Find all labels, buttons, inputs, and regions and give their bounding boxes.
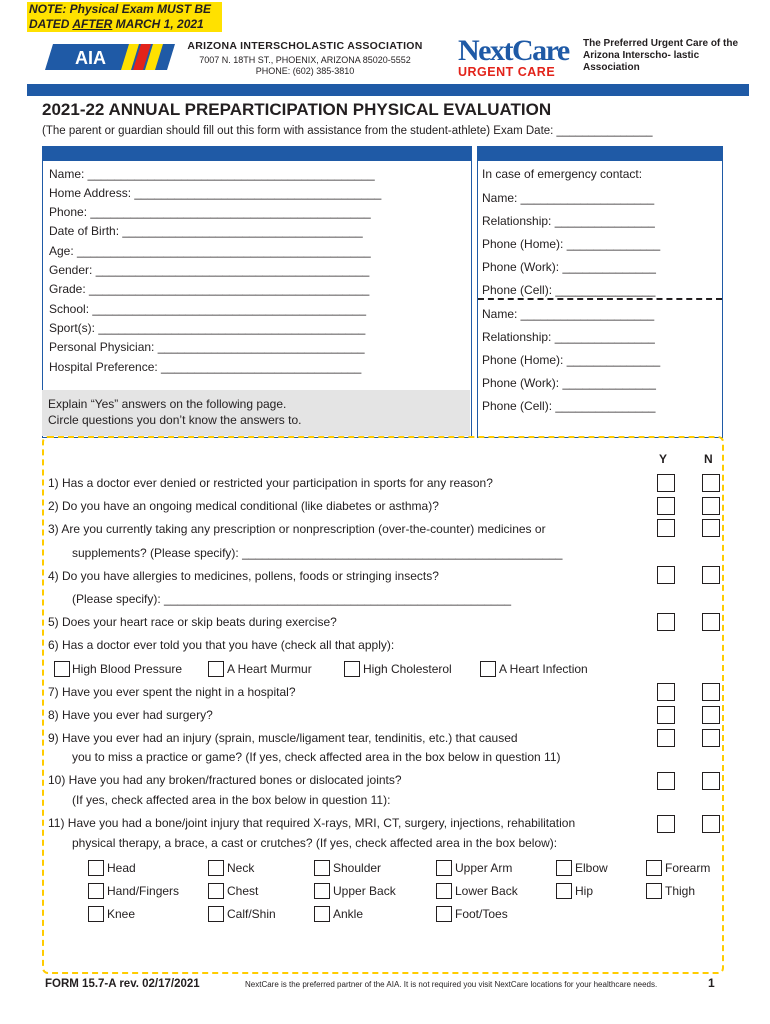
- school-field[interactable]: School: _________________________________________: [49, 302, 366, 316]
- nextcare-logo: [458, 36, 580, 82]
- q9-yes-checkbox[interactable]: [657, 729, 675, 747]
- personal-physician-field[interactable]: Personal Physician: _______________________________: [49, 340, 365, 354]
- q10-yes-checkbox[interactable]: [657, 772, 675, 790]
- association-info: [180, 40, 430, 76]
- home-address-field[interactable]: Home Address: _____________________________________: [49, 186, 382, 200]
- contact1-phone-cell-field[interactable]: Phone (Cell): _______________: [482, 283, 656, 297]
- question-8: 8) Have you ever had surgery?: [48, 708, 213, 722]
- contact2-relationship-field[interactable]: Relationship: _______________: [482, 330, 655, 344]
- question-11-continued: physical therapy, a brace, a cast or crutches? (If yes, check affected area in the box below):: [72, 836, 558, 850]
- page-number: 1: [708, 976, 715, 990]
- sponsor-tagline: The Preferred Urgent Care of the Arizona Interscho- lastic Association: [583, 38, 739, 73]
- calf-shin-checkbox[interactable]: [208, 906, 224, 922]
- contact1-name-field[interactable]: Name: ____________________: [482, 191, 655, 205]
- contact2-phone-cell-field[interactable]: Phone (Cell): _______________: [482, 399, 656, 413]
- question-5: 5) Does your heart race or skip beats during exercise?: [48, 615, 337, 629]
- contact2-phone-home-field[interactable]: Phone (Home): ______________: [482, 353, 661, 367]
- hospital-preference-field[interactable]: Hospital Preference: ______________________________: [49, 360, 362, 374]
- student-info-bar: [43, 147, 471, 161]
- contact2-name-field[interactable]: Name: ____________________: [482, 307, 655, 321]
- q4-yes-checkbox[interactable]: [657, 566, 675, 584]
- ankle-checkbox[interactable]: [314, 906, 330, 922]
- contact1-phone-home-field[interactable]: Phone (Home): ______________: [482, 237, 661, 251]
- aia-logo-text: AIA: [75, 48, 106, 68]
- heart-infection-label: A Heart Infection: [499, 662, 588, 676]
- neck-label: Neck: [227, 861, 255, 875]
- phone-field[interactable]: Phone: __________________________________________: [49, 205, 371, 219]
- grade-field[interactable]: Grade: __________________________________________: [49, 282, 370, 296]
- note-line-1: NOTE: Physical Exam MUST BE: [29, 2, 212, 16]
- upper-arm-label: Upper Arm: [455, 861, 513, 875]
- contact-divider: [478, 298, 722, 300]
- exam-date-note: [27, 2, 222, 32]
- student-name-field[interactable]: Name: ___________________________________________: [49, 167, 375, 181]
- question-10: 10) Have you had any broken/fractured bones or dislocated joints?: [48, 773, 402, 787]
- high-cholesterol-checkbox[interactable]: [344, 661, 360, 677]
- q8-yes-checkbox[interactable]: [657, 706, 675, 724]
- contact1-phone-work-field[interactable]: Phone (Work): ______________: [482, 260, 656, 274]
- foot-toes-checkbox[interactable]: [436, 906, 452, 922]
- q4-no-checkbox[interactable]: [702, 566, 720, 584]
- question-11: 11) Have you had a bone/joint injury that required X-rays, MRI, CT, surgery, injections, rehabilitation: [48, 816, 576, 830]
- thigh-checkbox[interactable]: [646, 883, 662, 899]
- q7-no-checkbox[interactable]: [702, 683, 720, 701]
- age-field[interactable]: Age: ____________________________________________: [49, 244, 371, 258]
- question-10-continued: (If yes, check affected area in the box below in question 11):: [72, 793, 391, 807]
- chest-label: Chest: [227, 884, 259, 898]
- high-cholesterol-label: High Cholesterol: [363, 662, 452, 676]
- knee-label: Knee: [107, 907, 136, 921]
- calf-shin-label: Calf/Shin: [227, 907, 276, 921]
- q8-no-checkbox[interactable]: [702, 706, 720, 724]
- thigh-label: Thigh: [665, 884, 696, 898]
- contact1-relationship-field[interactable]: Relationship: _______________: [482, 214, 655, 228]
- high-blood-pressure-label: High Blood Pressure: [72, 662, 183, 676]
- nextcare-urgent-care: URGENT CARE: [458, 65, 556, 79]
- high-blood-pressure-checkbox[interactable]: [54, 661, 70, 677]
- question-6: 6) Has a doctor ever told you that you have (check all that apply):: [48, 638, 395, 652]
- elbow-label: Elbow: [575, 861, 608, 875]
- footer-note: NextCare is the preferred partner of the AIA. It is not required you visit NextCare locations for your healthcare needs.: [245, 980, 658, 989]
- no-column-header: N: [704, 452, 713, 466]
- aia-logo: [45, 44, 175, 70]
- q5-yes-checkbox[interactable]: [657, 613, 675, 631]
- explain-line-1: Explain “Yes” answers on the following page.: [48, 397, 287, 411]
- yes-column-header: Y: [659, 452, 668, 466]
- q10-no-checkbox[interactable]: [702, 772, 720, 790]
- q1-no-checkbox[interactable]: [702, 474, 720, 492]
- page-title: 2021-22 ANNUAL PREPARTICIPATION PHYSICAL EVALUATION: [42, 100, 552, 119]
- question-4-specify[interactable]: (Please specify): ____________________________________________________: [72, 592, 512, 606]
- q11-no-checkbox[interactable]: [702, 815, 720, 833]
- nextcare-wordmark: NextCare: [458, 34, 569, 67]
- lower-back-label: Lower Back: [455, 884, 518, 898]
- explain-instructions: [42, 390, 470, 436]
- question-9-continued: you to miss a practice or game? (If yes, check affected area in the box below in question 11): [72, 750, 561, 764]
- q5-no-checkbox[interactable]: [702, 613, 720, 631]
- heart-murmur-label: A Heart Murmur: [227, 662, 312, 676]
- hand-fingers-checkbox[interactable]: [88, 883, 104, 899]
- q3-yes-checkbox[interactable]: [657, 519, 675, 537]
- foot-toes-label: Foot/Toes: [455, 907, 508, 921]
- question-9: 9) Have you ever had an injury (sprain, muscle/ligament tear, tendinitis, etc.) that caused: [48, 731, 518, 745]
- q2-yes-checkbox[interactable]: [657, 497, 675, 515]
- note-line-2: DATED AFTER MARCH 1, 2021: [29, 17, 204, 31]
- q7-yes-checkbox[interactable]: [657, 683, 675, 701]
- date-of-birth-field[interactable]: Date of Birth: ____________________________________: [49, 224, 363, 238]
- q2-no-checkbox[interactable]: [702, 497, 720, 515]
- question-3-specify[interactable]: supplements? (Please specify): ________________________________________________: [72, 546, 563, 560]
- q3-no-checkbox[interactable]: [702, 519, 720, 537]
- upper-back-label: Upper Back: [333, 884, 396, 898]
- upper-arm-checkbox[interactable]: [436, 860, 452, 876]
- gender-field[interactable]: Gender: _________________________________________: [49, 263, 370, 277]
- association-name: ARIZONA INTERSCHOLASTIC ASSOCIATION: [187, 40, 423, 52]
- upper-back-checkbox[interactable]: [314, 883, 330, 899]
- elbow-checkbox[interactable]: [556, 860, 572, 876]
- association-address: 7007 N. 18TH ST., PHOENIX, ARIZONA 85020-5552: [199, 55, 411, 65]
- question-3: 3) Are you currently taking any prescription or nonprescription (over-the-counter) medicines or: [48, 522, 546, 536]
- page-subtitle: (The parent or guardian should fill out this form with assistance from the student-athlete) Exam Date: _______________: [42, 125, 653, 137]
- q1-yes-checkbox[interactable]: [657, 474, 675, 492]
- form-id: FORM 15.7-A rev. 02/17/2021: [45, 978, 200, 990]
- sports-field[interactable]: Sport(s): ________________________________________: [49, 321, 366, 335]
- hand-fingers-label: Hand/Fingers: [107, 884, 180, 898]
- hip-label: Hip: [575, 884, 594, 898]
- header-divider-bar: [27, 84, 749, 96]
- emergency-contact-bar: [478, 147, 722, 161]
- head-checkbox[interactable]: [88, 860, 104, 876]
- emergency-heading: In case of emergency contact:: [482, 167, 643, 181]
- lower-back-checkbox[interactable]: [436, 883, 452, 899]
- shoulder-checkbox[interactable]: [314, 860, 330, 876]
- association-phone: PHONE: (602) 385-3810: [255, 66, 355, 76]
- question-1: 1) Has a doctor ever denied or restricted your participation in sports for any reason?: [48, 476, 493, 490]
- question-7: 7) Have you ever spent the night in a hospital?: [48, 685, 296, 699]
- shoulder-label: Shoulder: [333, 861, 382, 875]
- emergency-contact-box: [477, 146, 723, 438]
- neck-checkbox[interactable]: [208, 860, 224, 876]
- explain-line-2: Circle questions you don’t know the answers to.: [48, 413, 302, 427]
- q9-no-checkbox[interactable]: [702, 729, 720, 747]
- question-4: 4) Do you have allergies to medicines, pollens, foods or stringing insects?: [48, 569, 439, 583]
- forearm-checkbox[interactable]: [646, 860, 662, 876]
- chest-checkbox[interactable]: [208, 883, 224, 899]
- heart-murmur-checkbox[interactable]: [208, 661, 224, 677]
- knee-checkbox[interactable]: [88, 906, 104, 922]
- contact2-phone-work-field[interactable]: Phone (Work): ______________: [482, 376, 656, 390]
- heart-infection-checkbox[interactable]: [480, 661, 496, 677]
- forearm-label: Forearm: [665, 861, 711, 875]
- q11-yes-checkbox[interactable]: [657, 815, 675, 833]
- ankle-label: Ankle: [333, 907, 364, 921]
- question-2: 2) Do you have an ongoing medical conditional (like diabetes or asthma)?: [48, 499, 439, 513]
- head-label: Head: [107, 861, 136, 875]
- hip-checkbox[interactable]: [556, 883, 572, 899]
